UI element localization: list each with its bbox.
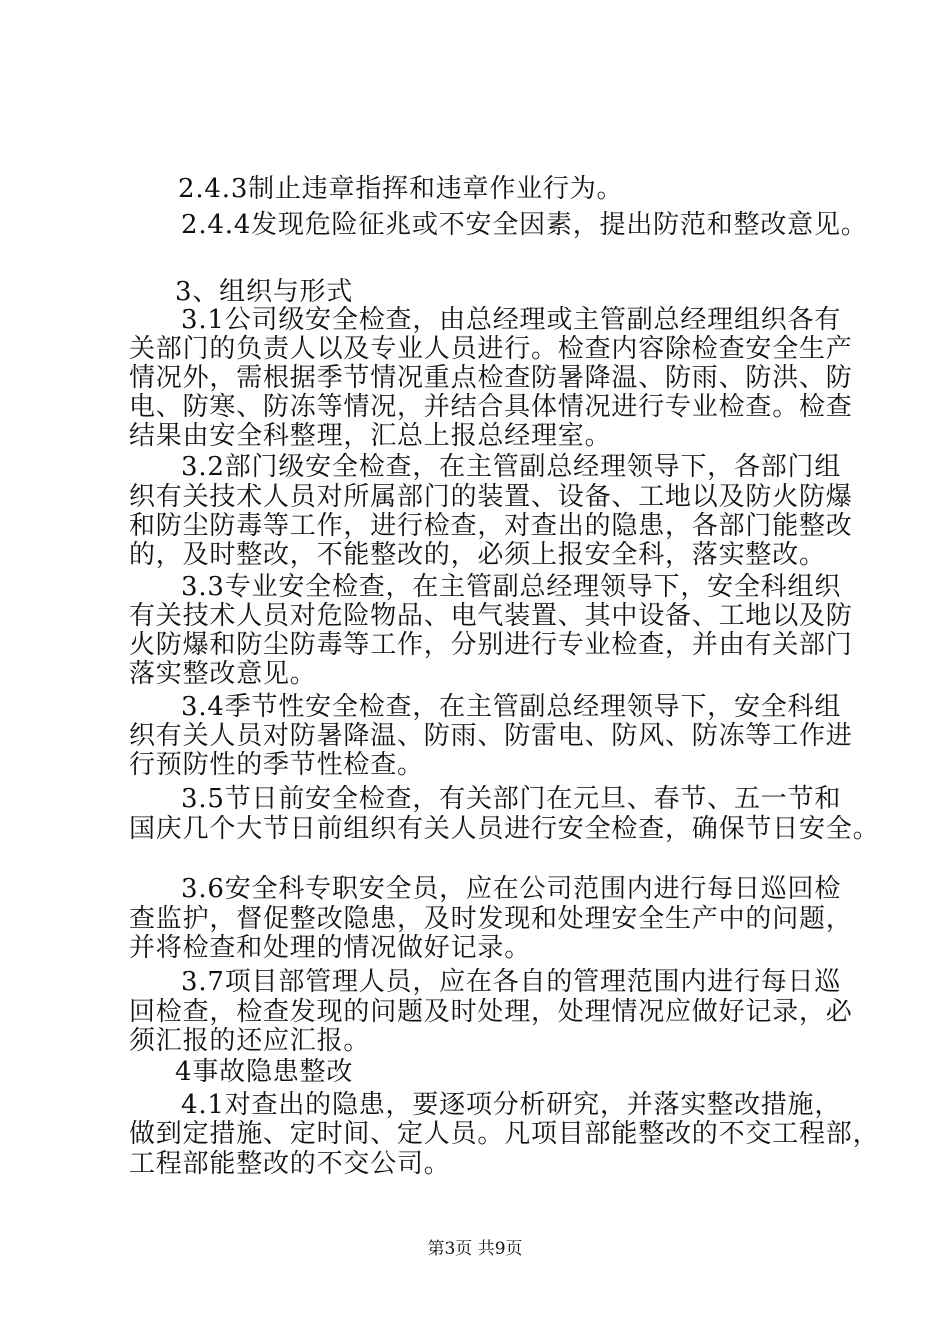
clause-2-4-3: 2.4.3制止违章指挥和违章作业行为。 [178, 174, 624, 204]
paragraph-line: 查监护，督促整改隐患，及时发现和处理安全生产中的问题， [129, 904, 853, 934]
paragraph-line: 3.5节日前安全检查，有关部门在元旦、春节、五一节和 [181, 784, 842, 814]
paragraph-line: 4.1对查出的隐患，要逐项分析研究，并落实整改措施， [181, 1090, 842, 1120]
paragraph-line: 3.7项目部管理人员，应在各自的管理范围内进行每日巡 [181, 967, 842, 997]
paragraph-line: 3.3专业安全检查，在主管副总经理领导下，安全科组织 [181, 572, 842, 602]
paragraph-line: 3.2部门级安全检查，在主管副总经理领导下，各部门组 [181, 452, 842, 482]
paragraph-line: 情况外，需根据季节情况重点检查防暑降温、防雨、防洪、防 [129, 363, 853, 393]
paragraph-line: 须汇报的还应汇报。 [129, 1026, 371, 1056]
clause-2-4-4: 2.4.4发现危险征兆或不安全因素，提出防范和整改意见。 [181, 210, 868, 240]
paragraph-line: 关部门的负责人以及专业人员进行。检查内容除检查安全生产 [129, 334, 853, 364]
paragraph-line: 的，及时整改，不能整改的，必须上报安全科，落实整改。 [129, 540, 826, 570]
paragraph-line: 织有关人员对防暑降温、防雨、防雷电、防风、防冻等工作进 [129, 721, 853, 751]
paragraph-line: 电、防寒、防冻等情况，并结合具体情况进行专业检查。检查 [129, 392, 853, 422]
paragraph-line: 织有关技术人员对所属部门的装置、设备、工地以及防火防爆 [129, 482, 853, 512]
paragraph-line: 有关技术人员对危险物品、电气装置、其中设备、工地以及防 [129, 601, 853, 631]
paragraph-line: 做到定措施、定时间、定人员。凡项目部能整改的不交工程部， [129, 1119, 880, 1149]
paragraph-line: 行预防性的季节性检查。 [129, 750, 424, 780]
paragraph-line: 3.4季节性安全检查，在主管副总经理领导下，安全科组 [181, 692, 842, 722]
paragraph-line: 回检查，检查发现的问题及时处理，处理情况应做好记录，必 [129, 997, 853, 1027]
page-number-footer: 第3页 共9页 [427, 1239, 523, 1259]
section-heading-4: 4事故隐患整改 [175, 1057, 354, 1087]
paragraph-line: 结果由安全科整理，汇总上报总经理室。 [129, 421, 612, 451]
paragraph-line: 并将检查和处理的情况做好记录。 [129, 933, 532, 963]
paragraph-line: 国庆几个大节日前组织有关人员进行安全检查，确保节日安全。 [129, 814, 880, 844]
paragraph-line: 落实整改意见。 [129, 659, 317, 689]
paragraph-line: 工程部能整改的不交公司。 [129, 1149, 451, 1179]
paragraph-line: 和防尘防毒等工作，进行检查，对查出的隐患，各部门能整改 [129, 511, 853, 541]
section-heading-3: 3、组织与形式 [175, 277, 354, 307]
paragraph-line: 火防爆和防尘防毒等工作，分别进行专业检查，并由有关部门 [129, 630, 853, 660]
paragraph-line: 3.6安全科专职安全员，应在公司范围内进行每日巡回检 [181, 874, 842, 904]
paragraph-line: 3.1公司级安全检查，由总经理或主管副总经理组织各有 [181, 305, 842, 335]
